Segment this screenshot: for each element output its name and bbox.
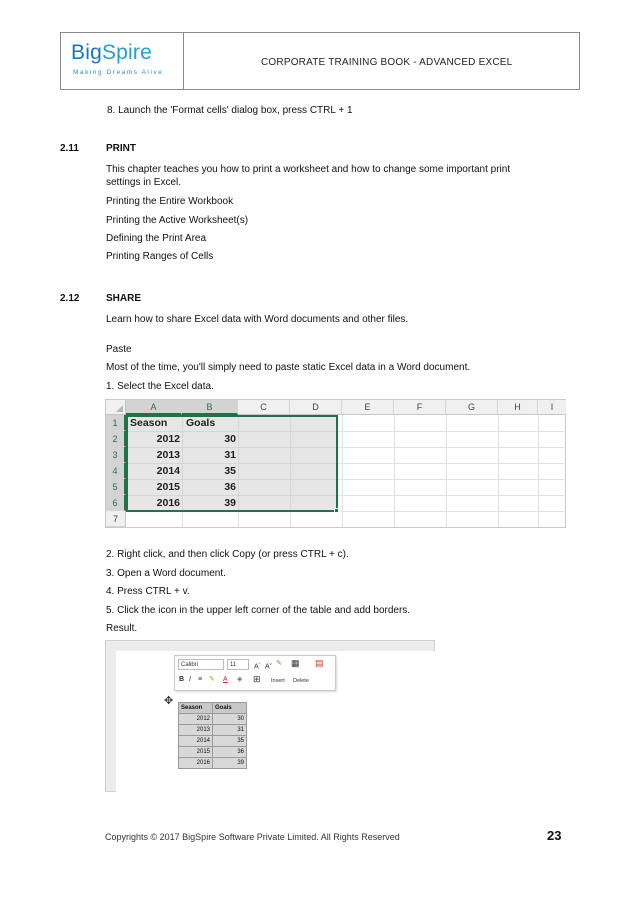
column-header: I <box>538 400 566 415</box>
cell-season: 2016 <box>156 497 180 509</box>
cell-goals: 39 <box>224 497 236 509</box>
table-cell: 2016 <box>179 758 213 769</box>
column-header: C <box>238 400 290 415</box>
result-label: Result. <box>106 623 138 634</box>
align-center-icon: ≡ <box>198 676 203 683</box>
font-grow-icon: A^ <box>254 661 261 671</box>
font-shrink-icon: $A^v$ <box>265 661 272 671</box>
delete-label: Delete <box>293 678 309 684</box>
insert-table-icon: ▦ <box>291 658 300 668</box>
italic-icon: I <box>189 676 191 683</box>
mini-toolbar <box>174 655 336 691</box>
logo-name-part2: Spire <box>101 41 152 64</box>
list-item: Printing Ranges of Cells <box>106 251 214 262</box>
font-color-icon: A <box>223 676 228 683</box>
section-intro: This chapter teaches you how to print a worksheet and how to change some important print <box>106 164 511 175</box>
page-number: 23 <box>547 828 562 843</box>
table-cell: 31 <box>213 725 247 736</box>
logo-name <box>71 41 152 65</box>
table-header-cell: Season <box>179 703 213 714</box>
cell-season: 2015 <box>156 481 180 493</box>
section-title: SHARE <box>106 293 142 304</box>
column-header: A <box>126 400 182 415</box>
font-size-box: 11 <box>227 659 249 670</box>
row-header: 6 <box>106 495 126 511</box>
table-row <box>179 736 247 747</box>
cell-header-season: Season <box>130 417 168 429</box>
footer-copyright: Copyrights © 2017 BigSpire Software Private Limited. All Rights Reserved <box>105 832 400 842</box>
table-row <box>179 747 247 758</box>
table-row <box>179 758 247 769</box>
table-cell: 2013 <box>179 725 213 736</box>
cell-goals: 31 <box>224 449 236 461</box>
column-header: F <box>394 400 446 415</box>
logo-name-part1: Big <box>71 41 102 64</box>
step-3-text: 3. Open a Word document. <box>106 568 226 579</box>
row-header: 1 <box>106 415 126 431</box>
fill-handle <box>334 508 339 513</box>
section-title: PRINT <box>106 143 136 154</box>
word-result-image <box>105 640 435 792</box>
cell-header-goals: Goals <box>186 417 216 429</box>
row-header: 4 <box>106 463 126 479</box>
section-number: 2.11 <box>60 143 79 154</box>
delete-table-icon: ▤ <box>315 658 324 668</box>
list-item: Printing the Entire Workbook <box>106 196 234 207</box>
select-all-corner <box>106 400 126 415</box>
column-header: H <box>498 400 538 415</box>
highlight-icon: ✎ <box>209 676 215 683</box>
step-1-text: 1. Select the Excel data. <box>106 381 214 392</box>
row-header: 7 <box>106 511 126 527</box>
list-item: Printing the Active Worksheet(s) <box>106 215 249 226</box>
section-intro-cont: settings in Excel. <box>106 177 182 188</box>
table-move-handle-icon: ✥ <box>164 695 174 707</box>
cell-season: 2013 <box>156 449 180 461</box>
table-row <box>179 725 247 736</box>
word-page <box>116 651 436 792</box>
table-cell: 2012 <box>179 714 213 725</box>
excel-sheet-image <box>105 399 566 528</box>
table-cell: 2014 <box>179 736 213 747</box>
table-cell: 39 <box>213 758 247 769</box>
list-item: Defining the Print Area <box>106 233 207 244</box>
row-header: 5 <box>106 479 126 495</box>
column-header: D <box>290 400 342 415</box>
section-number: 2.12 <box>60 293 80 304</box>
logo <box>61 33 184 89</box>
word-table <box>178 702 247 769</box>
header-title: CORPORATE TRAINING BOOK - ADVANCED EXCEL <box>261 57 513 68</box>
cell-season: 2014 <box>156 465 180 477</box>
shading-icon: ◈ <box>237 676 243 683</box>
subheading-paste: Paste <box>106 344 132 355</box>
insert-label: Insert <box>271 678 285 684</box>
step-2-text: 2. Right click, and then click Copy (or press CTRL + c). <box>106 549 349 560</box>
table-cell: 2015 <box>179 747 213 758</box>
paste-description: Most of the time, you'll simply need to paste static Excel data in a Word document. <box>106 362 471 373</box>
cell-goals: 36 <box>224 481 236 493</box>
bold-icon: B <box>179 676 185 683</box>
row-header: 2 <box>106 431 126 447</box>
step-5-text: 5. Click the icon in the upper left corner of the table and add borders. <box>106 605 411 616</box>
column-header: E <box>342 400 394 415</box>
table-row <box>179 703 247 714</box>
borders-icon: ⊞ <box>253 674 261 684</box>
table-cell: 30 <box>213 714 247 725</box>
step-8-text: 8. Launch the 'Format cells' dialog box, press CTRL + 1 <box>107 105 353 116</box>
table-cell: 36 <box>213 747 247 758</box>
section-intro: Learn how to share Excel data with Word documents and other files. <box>106 314 409 325</box>
cell-goals: 30 <box>224 433 236 445</box>
cell-season: 2012 <box>156 433 180 445</box>
table-cell: 35 <box>213 736 247 747</box>
table-row <box>179 714 247 725</box>
column-header: B <box>182 400 238 415</box>
column-header: G <box>446 400 498 415</box>
font-name-box: Calibri <box>178 659 224 670</box>
format-painter-icon: ✎ <box>276 660 282 667</box>
cell-goals: 35 <box>224 465 236 477</box>
row-header: 3 <box>106 447 126 463</box>
logo-tagline: Making Dreams Alive <box>73 69 164 76</box>
page-header <box>60 32 580 90</box>
table-header-cell: Goals <box>213 703 247 714</box>
step-4-text: 4. Press CTRL + v. <box>106 586 190 597</box>
